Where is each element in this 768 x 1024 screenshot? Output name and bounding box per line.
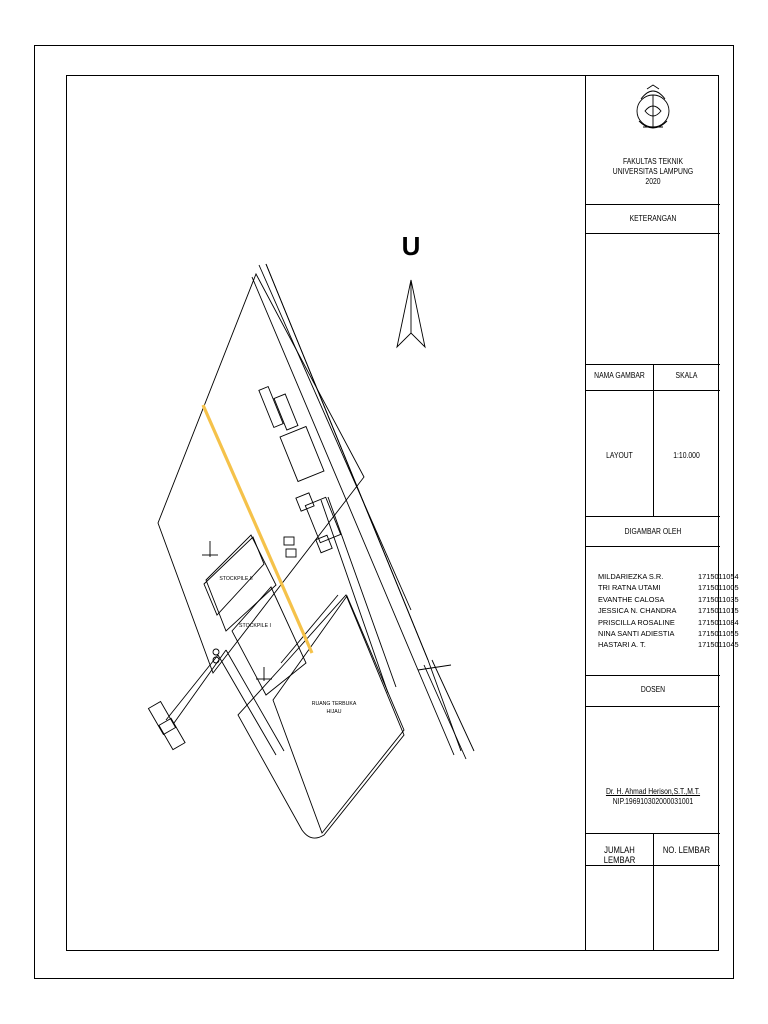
title-block <box>585 75 739 951</box>
green-space-label-1: RUANG TERBUKA <box>311 701 357 707</box>
drawing-name-heading: NAMA GAMBAR <box>594 371 645 380</box>
north-label: U <box>401 231 421 261</box>
keterangan-heading: KETERANGAN <box>629 214 677 223</box>
member-row: JESSICA N. CHANDRA 1715011015 <box>598 606 739 616</box>
site-layout-map <box>66 75 585 951</box>
lecturer-name: Dr. H. Ahmad Herison,S.T.,M.T. <box>605 787 701 796</box>
sheet-number-heading: NO. LEMBAR <box>662 845 711 855</box>
member-row: NINA SANTI ADIESTIA 1715011055 <box>598 629 739 639</box>
lecturer-heading: DOSEN <box>640 685 666 694</box>
year: 2020 <box>645 177 661 186</box>
lecturer-nip: NIP.196910302000031001 <box>612 797 694 806</box>
site-boundary <box>158 274 364 673</box>
member-row: HASTARI A. T. 1715011045 <box>598 640 739 650</box>
faculty-name: FAKULTAS TEKNIK <box>622 157 684 166</box>
university-name: UNIVERSITAS LAMPUNG <box>612 167 694 176</box>
green-space-label-2: HIJAU <box>326 709 342 715</box>
member-row: PRISCILLA ROSALINE 1715011084 <box>598 617 739 627</box>
university-logo <box>631 81 675 141</box>
north-arrow-icon <box>397 280 425 347</box>
scale-value: 1:10.000 <box>673 451 700 460</box>
member-row: MILDARIEZKA S.R. 1715011054 <box>598 572 739 581</box>
drawing-name-value: LAYOUT <box>606 451 633 460</box>
sheet-count-heading: JUMLAH LEMBAR <box>603 845 636 866</box>
member-list <box>598 571 739 651</box>
stockpile-i-label: STOCKPILE I <box>239 623 271 629</box>
stockpile-ii-label: STOCKPILE II <box>219 576 253 582</box>
scale-heading: SKALA <box>675 371 698 380</box>
member-row: TRI RATNA UTAMI 1715011005 <box>598 583 739 593</box>
member-row: EVANTHE CALOSA 1715011035 <box>598 594 739 604</box>
drawn-by-heading: DIGAMBAR OLEH <box>624 527 682 536</box>
